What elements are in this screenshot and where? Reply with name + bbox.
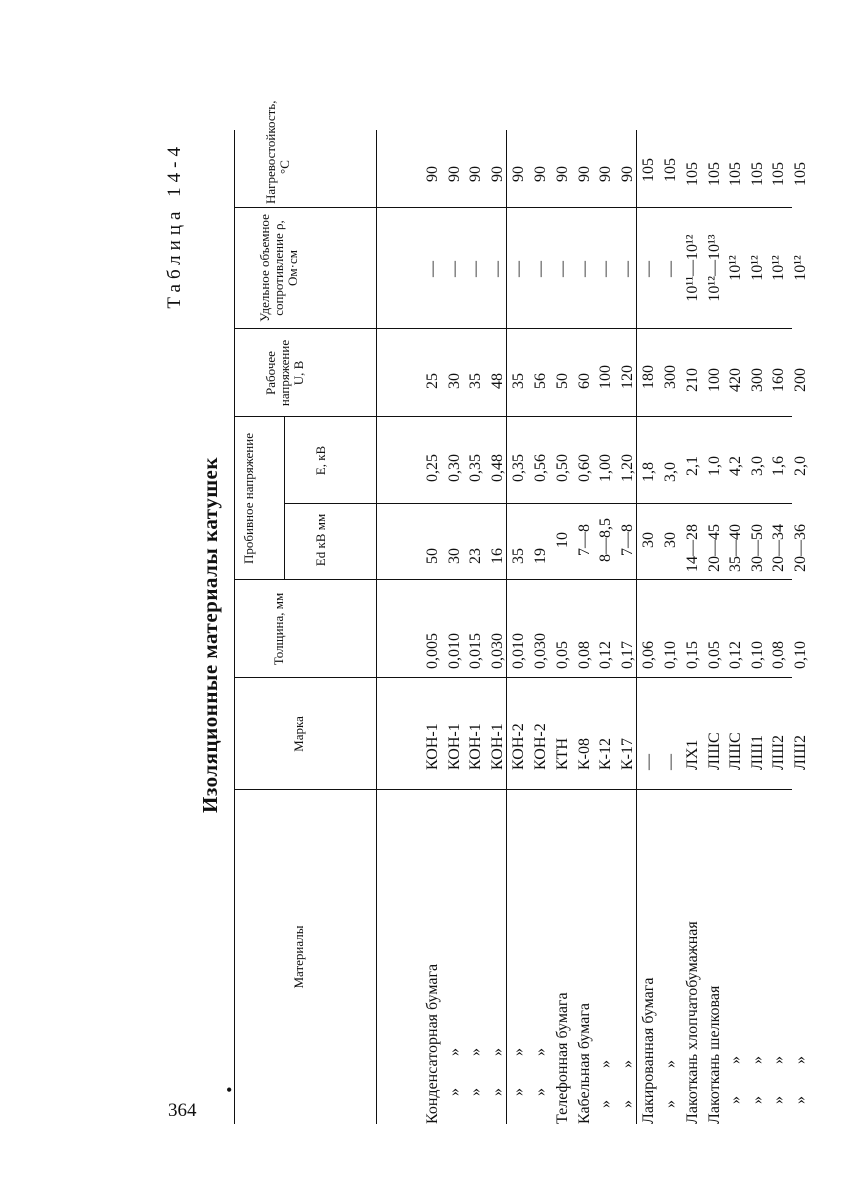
heat-resistance-cell: 105 105 105 105 105 105	[684, 162, 809, 186]
rule-col-6	[234, 328, 792, 329]
working-voltage-cell: 25 30 35 48 35 56	[424, 373, 549, 389]
header-thickness: Толщина, мм	[271, 592, 286, 666]
materials-cell: Конденсаторная бумага » » » » » » » » » »	[424, 963, 549, 1124]
ed-cell: 50 30 23 16 35 19	[424, 548, 549, 564]
e-cell: 0,50 0,60 1,00 1,20 1,8 3,0	[554, 454, 679, 482]
mark-cell: КТН К-08 К-12 К-17 — —	[554, 738, 679, 770]
table-title: Изоляционные материалы катушек	[198, 457, 222, 813]
e-cell: 2,1 1,0 4,2 3,0 1,6 2,0	[684, 456, 809, 476]
thickness-cell: 0,005 0,010 0,015 0,030 0,010 0,030	[424, 633, 549, 669]
resistivity-cell: — — — — — —	[424, 261, 549, 277]
ed-cell: 10 7—8 8—8,5 7—8 30 30	[554, 518, 679, 562]
header-e: E, кВ	[313, 445, 328, 476]
heat-resistance-cell: 90 90 90 90 105 105	[554, 158, 679, 182]
header-ed: Ed кВ мм	[313, 513, 328, 567]
e-cell: 0,25 0,30 0,35 0,48 0,35 0,56	[424, 454, 549, 482]
mark-cell: ЛХ1 ЛШС ЛШС ЛШ1 ЛШ2 ЛШ2	[684, 732, 809, 770]
thickness-cell: 0,15 0,05 0,12 0,10 0,08 0,10	[684, 641, 809, 669]
mark-cell: КОН-1 КОН-1 КОН-1 КОН-1 КОН-2 КОН-2	[424, 723, 549, 770]
materials-cell: Лакоткань хлопчатобумажная Лакоткань шелковая » » » » » » » »	[684, 921, 809, 1124]
header-working-voltage: Рабочее напряжение U, В	[263, 339, 306, 407]
rule-col-2	[234, 677, 792, 678]
page-number: 364	[168, 1100, 197, 1121]
rule-col-3	[234, 579, 792, 580]
resistivity-cell: 10¹¹—10¹² 10¹²—10¹³ 10¹² 10¹² 10¹² 10¹²	[684, 234, 809, 302]
rotated-table-page	[164, 100, 809, 1140]
working-voltage-cell: 210 100 420 300 160 200	[684, 368, 809, 392]
rule-header	[376, 130, 377, 1124]
table-caption: Таблица 14-4	[164, 142, 185, 309]
working-voltage-cell: 50 60 100 120 180 300	[554, 365, 679, 389]
rule-subheader	[284, 417, 285, 580]
rule-col-1	[234, 789, 792, 790]
header-breakdown: Пробивное напряжение	[241, 433, 256, 564]
header-materials: Материалы	[291, 925, 306, 989]
rule-top	[234, 130, 235, 1124]
margin-dot: •	[226, 1080, 233, 1100]
resistivity-cell: — — — — — —	[554, 261, 679, 277]
ed-cell: 14—28 20—45 35—40 30—50 20—34 20—36	[684, 524, 809, 572]
header-resistivity: Удельное объемное сопротивление ρ, Ом·см	[257, 214, 300, 322]
heat-resistance-cell: 90 90 90 90 90 90	[424, 166, 549, 182]
header-mark: Марка	[291, 716, 306, 752]
materials-cell: Телефонная бумага Кабельная бумага » » » » Лакированная бумага » »	[554, 977, 679, 1124]
thickness-cell: 0,05 0,08 0,12 0,17 0,06 0,10	[554, 641, 679, 669]
rule-col-7	[234, 207, 792, 208]
header-heat-resistance: Нагревостойкость, °С	[263, 100, 292, 204]
